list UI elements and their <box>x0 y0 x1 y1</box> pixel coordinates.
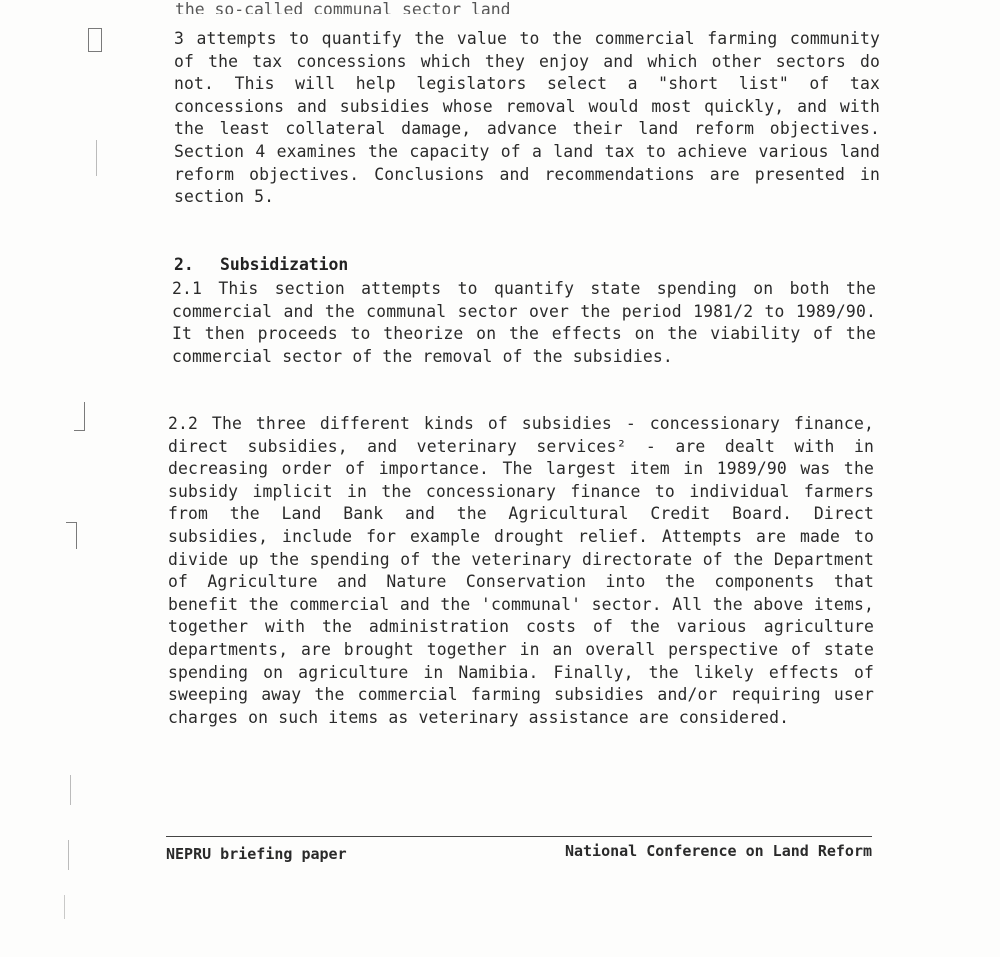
section-title: Subsidization <box>220 255 349 274</box>
paragraph-2-2-block <box>168 413 874 729</box>
intro-paragraph-block <box>174 28 880 209</box>
margin-tick-mark <box>66 840 69 870</box>
margin-tick-mark <box>62 895 65 919</box>
cropped-top-line: the so-called communal sector land <box>175 2 511 14</box>
margin-tick-mark <box>92 140 97 176</box>
section-number: 2. <box>174 255 194 274</box>
margin-tick-mark <box>64 775 71 805</box>
footer-rule <box>166 836 872 837</box>
paragraph-2-1: 2.1 This section attempts to quantify state spending on both the commercial and the communal sector over the period 1981/2 to 1989/90. It then proceeds to theorize on the effects on the viability of the commercial sector of the removal of the subsidies. <box>172 279 876 366</box>
margin-bracket-mark <box>88 28 102 52</box>
intro-paragraph: 3 attempts to quantify the value to the commercial farming community of the tax concessions which they enjoy and which other sectors do not. This will help legislators select a "short list" of tax concessions and subsidies whose removal would most quickly, and with the least collateral damage, advance their land reform objectives. Section 4 examines the capacity of a land tax to achieve various land reform objectives. Conclusions and recommendations are presented in section 5. <box>174 29 880 207</box>
paragraph-2-1-block <box>172 278 876 368</box>
footer-right-text: National Conference on Land Reform <box>564 842 872 860</box>
section-heading <box>174 254 348 276</box>
margin-corner-mark <box>74 402 85 431</box>
footer-left-text: NEPRU briefing paper <box>166 845 347 863</box>
margin-corner-mark <box>66 522 77 549</box>
paragraph-2-2: 2.2 The three different kinds of subsidies - concessionary finance, direct subsidies, and veterinary services² - are dealt with in decreasing order of importance. The largest item in 1989/90 was the subsidy implicit in the concessionary finance to individual farmers from the Land Bank and the Agricultural Credit Board. Direct subsidies, include for example drought relief. Attempts are made to divide up the spending of the veterinary directorate of the Department of Agriculture and Nature Conservation into the components that benefit the commercial and the 'communal' sector. All the above items, together with the administration costs of the various agriculture departments, are brought together in an overall perspective of state spending on agriculture in Namibia. Finally, the likely effects of sweeping away the commercial farming subsidies and/or requiring user charges on such items as veterinary assistance are considered. <box>168 414 874 727</box>
